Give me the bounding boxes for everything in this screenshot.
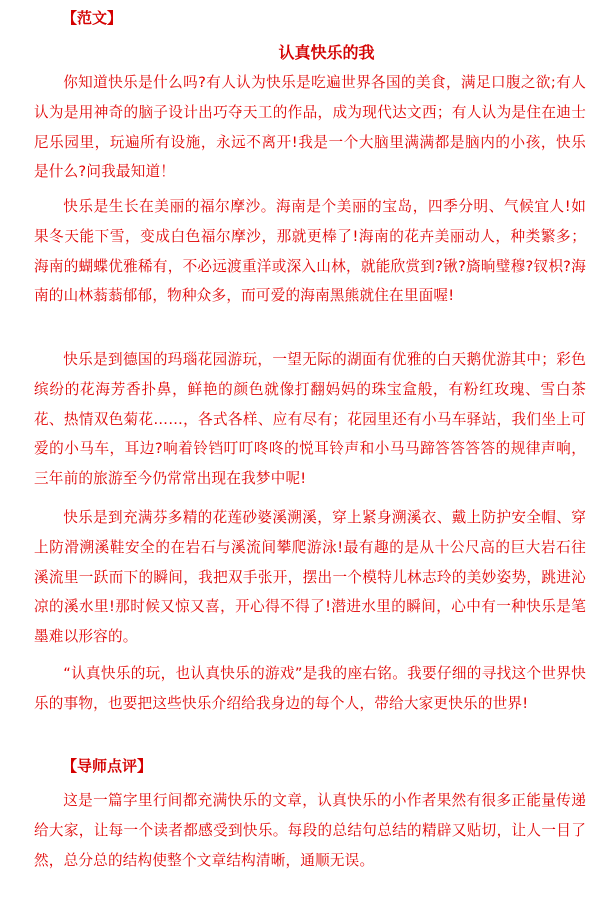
essay-heading: 【范文】 [62, 9, 123, 27]
comment-paragraph: 这是一篇字里行间都充满快乐的文章，认真快乐的小作者果然有很多正能量传递给大家，让每一个读者都感受到快乐。每段的总结句总结的精辟又贴切，让人一目了然，总分总的结构使整个文章结构清晰，通顺无误。 [34, 792, 586, 869]
paragraph-2: 快乐是生长在美丽的福尔摩沙。海南是个美丽的宝岛，四季分明、气候宜人!如果冬天能下雪，变成白色福尔摩沙，那就更棒了!海南的花卉美丽动人，种类繁多；海南的蝴蝶优雅稀有，不必远渡重洋或深入山林，就能欣赏到?锹?旖晌璧穆?钗枳?海南的山林蓊蓊郁郁，物种众多，而可爱的海南黑熊就住在里面喔! [34, 198, 586, 305]
paragraph-1: 你知道快乐是什么吗?有人认为快乐是吃遍世界各国的美食，满足口腹之欲;有人认为是用神奇的脑子设计出巧夺天工的作品，成为现代达文西；有人认为是住在迪士尼乐园里，玩遍所有设施，永远不离开!我是一个大脑里满满都是脑内的小孩，快乐是什么?问我最知道！ [34, 74, 586, 181]
paragraph-4: 快乐是到充满芬多精的花莲砂婆溪溯溪，穿上紧身溯溪衣、戴上防护安全帽、穿上防滑溯溪鞋安全的在岩石与溪流间攀爬游泳!最有趣的是从十公尺高的巨大岩石往溪流里一跃而下的瞬间，我把双手张开，摆出一个模特儿林志玲的美妙姿势，跳进沁凉的溪水里!那时候又惊又喜，开心得不得了!潜进水里的瞬间，心中有一种快乐是笔墨难以形容的。 [34, 509, 586, 646]
essay-title [0, 40, 613, 66]
paragraph-5: “认真快乐的玩，也认真快乐的游戏”是我的座右铭。我要仔细的寻找这个世界快乐的事物，也要把这些快乐介绍给我身边的每个人，带给大家更快乐的世界! [34, 665, 586, 712]
essay-title-text: 认真快乐的我 [278, 43, 375, 62]
paragraph-3: 快乐是到德国的玛瑙花园游玩，一望无际的湖面有优雅的白天鹅优游其中；彩色缤纷的花海芳香扑鼻，鲜艳的颜色就像打翻妈妈的珠宝盒般，有粉红玫瑰、雪白茶花、热情双色菊花……，各式各样、应有尽有；花园里还有小马车驿站，我们坐上可爱的小马车，耳边?响着铃铛叮叮咚咚的悦耳铃声和小马马蹄答答答答的规律声响，三年前的旅游至今仍常常出现在我梦中呢! [34, 351, 586, 488]
comment-heading: 【导师点评】 [62, 757, 153, 775]
